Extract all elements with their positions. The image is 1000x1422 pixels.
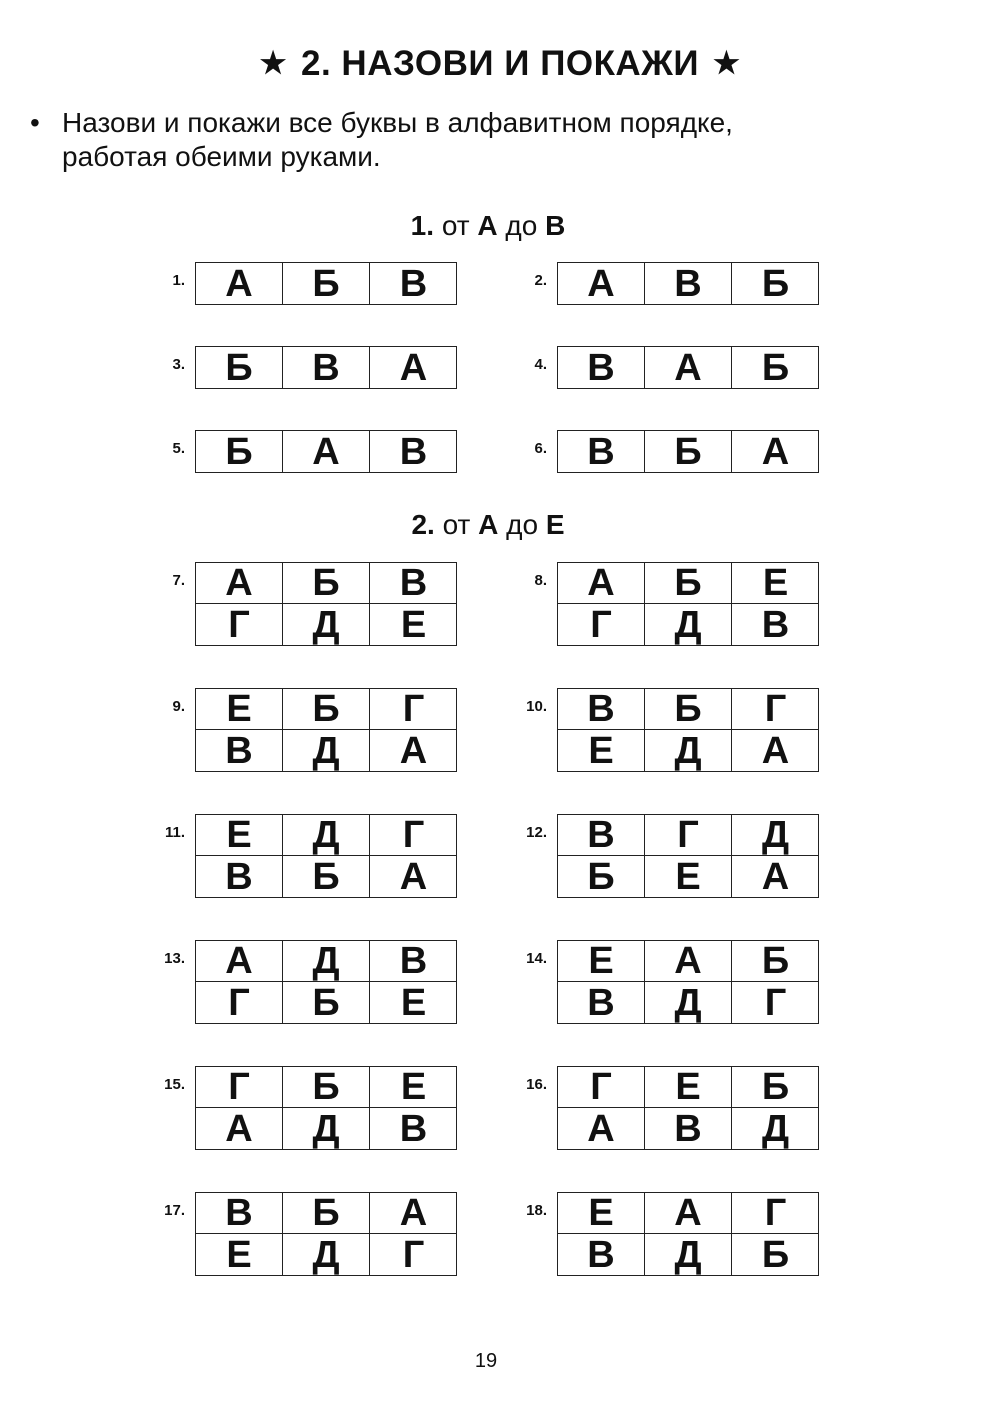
exercise-item: [534, 430, 819, 473]
letter-cell: Е: [558, 730, 645, 771]
letter-cell: Г: [402, 1233, 425, 1276]
section-title-1: [0, 210, 976, 242]
letter-grid: [195, 814, 457, 898]
letter-cell: В: [399, 1107, 428, 1150]
letter-cell: В: [196, 856, 283, 897]
letter-cell: Д: [283, 730, 370, 771]
letter-grid: [195, 346, 457, 389]
section-letter-to: Е: [545, 509, 565, 540]
letter-cell: Б: [283, 1193, 370, 1234]
letter-cell: Б: [761, 262, 790, 305]
letter-cell: Г: [732, 1193, 819, 1234]
letter-cell: Д: [283, 604, 370, 645]
letter-cell: А: [399, 855, 428, 898]
exercise-item: [526, 688, 819, 772]
section-word: от: [441, 210, 470, 241]
letter-cell: Б: [645, 431, 732, 472]
exercise-number: 12.: [526, 824, 547, 841]
exercise-number: 4.: [534, 356, 547, 373]
exercise-item: [534, 262, 819, 305]
exercise-item: [164, 940, 457, 1024]
letter-cell: Г: [764, 981, 787, 1024]
letter-cell: Г: [645, 815, 732, 856]
letter-cell: Е: [558, 941, 645, 982]
letter-cell: Г: [558, 604, 645, 645]
exercise-number: 8.: [534, 572, 547, 589]
letter-grid: [557, 562, 819, 646]
letter-cell: А: [399, 729, 428, 772]
instruction-line-2: работая обеими руками.: [62, 141, 381, 172]
letter-cell: Г: [370, 689, 457, 730]
letter-cell: Б: [761, 346, 790, 389]
letter-cell: Б: [558, 856, 645, 897]
letter-grid: [557, 1192, 819, 1276]
section-word: до: [505, 210, 538, 241]
exercise-number: 1.: [172, 272, 185, 289]
letter-cell: В: [558, 347, 645, 388]
exercise-item: [164, 1192, 457, 1276]
letter-cell: В: [196, 1193, 283, 1234]
letter-grid: [195, 562, 457, 646]
exercise-number: 10.: [526, 698, 547, 715]
letter-grid: [557, 262, 819, 305]
letter-cell: Г: [196, 1067, 283, 1108]
letter-cell: Б: [645, 563, 732, 604]
letter-grid: [557, 688, 819, 772]
letter-cell: В: [558, 689, 645, 730]
letter-cell: Б: [732, 941, 819, 982]
letter-grid: [557, 814, 819, 898]
letter-cell: Д: [645, 982, 732, 1023]
letter-cell: В: [283, 347, 370, 388]
exercise-number: 15.: [164, 1076, 185, 1093]
letter-cell: Б: [196, 347, 283, 388]
letter-cell: В: [370, 941, 457, 982]
letter-cell: В: [399, 430, 428, 473]
exercise-item: [526, 1192, 819, 1276]
letter-cell: Д: [645, 1234, 732, 1275]
instruction-line-1: Назови и покажи все буквы в алфавитном порядке,: [62, 107, 733, 138]
exercise-item: [164, 1066, 457, 1150]
exercise-item: [164, 814, 457, 898]
letter-cell: Б: [761, 1233, 790, 1276]
letter-cell: Е: [196, 689, 283, 730]
exercise-item: [172, 346, 457, 389]
letter-grid: [557, 940, 819, 1024]
exercise-item: [526, 814, 819, 898]
exercise-number: 13.: [164, 950, 185, 967]
letter-grid: [557, 1066, 819, 1150]
section-number: 2.: [411, 509, 435, 540]
bullet-icon: •: [30, 107, 40, 138]
page-title-text: 2. НАЗОВИ И ПОКАЖИ: [301, 44, 699, 83]
star-icon: ★: [259, 47, 287, 80]
letter-cell: Б: [283, 856, 370, 897]
letter-cell: Б: [196, 431, 283, 472]
exercise-item: [172, 562, 457, 646]
letter-cell: А: [196, 941, 283, 982]
letter-cell: Г: [196, 982, 283, 1023]
page-title: [0, 44, 1000, 84]
letter-cell: Е: [400, 981, 427, 1024]
letter-cell: Е: [732, 563, 819, 604]
letter-cell: В: [645, 263, 732, 304]
letter-cell: А: [761, 855, 790, 898]
letter-cell: А: [283, 431, 370, 472]
letter-grid: [195, 262, 457, 305]
letter-cell: В: [558, 1234, 645, 1275]
section-letter-from: А: [478, 509, 499, 540]
instruction: [30, 106, 890, 174]
letter-grid: [195, 688, 457, 772]
letter-cell: Е: [370, 1067, 457, 1108]
letter-cell: Д: [732, 815, 819, 856]
letter-cell: Б: [283, 563, 370, 604]
letter-cell: В: [399, 262, 428, 305]
letter-cell: Б: [283, 689, 370, 730]
exercise-number: 5.: [172, 440, 185, 457]
exercise-item: [172, 688, 457, 772]
exercise-number: 16.: [526, 1076, 547, 1093]
exercise-number: 17.: [164, 1202, 185, 1219]
letter-grid: [557, 430, 819, 473]
section-letter-to: В: [545, 210, 566, 241]
letter-cell: В: [558, 982, 645, 1023]
exercise-item: [172, 262, 457, 305]
letter-cell: Б: [645, 689, 732, 730]
letter-grid: [195, 430, 457, 473]
exercise-number: 3.: [172, 356, 185, 373]
exercise-number: 7.: [172, 572, 185, 589]
letter-cell: А: [761, 729, 790, 772]
letter-cell: А: [645, 1193, 732, 1234]
letter-cell: В: [645, 1108, 732, 1149]
letter-cell: А: [761, 430, 790, 473]
letter-cell: Г: [370, 815, 457, 856]
letter-cell: Е: [645, 1067, 732, 1108]
letter-cell: Г: [558, 1067, 645, 1108]
letter-cell: Д: [283, 815, 370, 856]
letter-grid: [195, 1066, 457, 1150]
letter-cell: Е: [558, 1193, 645, 1234]
letter-cell: Е: [400, 603, 427, 646]
letter-cell: В: [761, 603, 790, 646]
letter-cell: В: [558, 815, 645, 856]
letter-cell: А: [558, 563, 645, 604]
letter-cell: Г: [196, 604, 283, 645]
letter-cell: В: [370, 563, 457, 604]
page-number: 19: [474, 1350, 498, 1372]
exercise-item: [526, 940, 819, 1024]
letter-cell: Б: [283, 982, 370, 1023]
letter-grid: [195, 940, 457, 1024]
letter-cell: А: [399, 346, 428, 389]
letter-cell: А: [645, 347, 732, 388]
letter-cell: Е: [196, 1234, 283, 1275]
letter-cell: Г: [732, 689, 819, 730]
section-word: от: [442, 509, 471, 540]
letter-cell: Д: [283, 1234, 370, 1275]
exercise-item: [172, 430, 457, 473]
letter-cell: Д: [645, 730, 732, 771]
letter-cell: А: [370, 1193, 457, 1234]
letter-cell: В: [558, 431, 645, 472]
exercise-number: 2.: [534, 272, 547, 289]
exercise-number: 9.: [172, 698, 185, 715]
exercise-number: 11.: [164, 824, 185, 841]
letter-cell: Е: [196, 815, 283, 856]
letter-cell: Б: [283, 1067, 370, 1108]
exercise-number: 6.: [534, 440, 547, 457]
letter-cell: А: [196, 1108, 283, 1149]
star-icon: ★: [713, 47, 741, 80]
section-number: 1.: [410, 210, 435, 241]
letter-cell: А: [645, 941, 732, 982]
letter-cell: А: [196, 563, 283, 604]
letter-grid: [557, 346, 819, 389]
letter-cell: Б: [732, 1067, 819, 1108]
letter-cell: Б: [283, 263, 370, 304]
exercise-item: [526, 1066, 819, 1150]
letter-cell: Д: [761, 1107, 790, 1150]
section-word: до: [506, 509, 539, 540]
letter-cell: Д: [283, 1108, 370, 1149]
exercise-number: 14.: [526, 950, 547, 967]
exercise-item: [534, 346, 819, 389]
letter-cell: А: [558, 263, 645, 304]
letter-grid: [195, 1192, 457, 1276]
exercise-number: 18.: [526, 1202, 547, 1219]
letter-cell: Е: [645, 856, 732, 897]
letter-cell: А: [558, 1108, 645, 1149]
letter-cell: Д: [645, 604, 732, 645]
letter-cell: В: [196, 730, 283, 771]
section-title-2: [0, 509, 976, 541]
exercise-item: [534, 562, 819, 646]
section-letter-from: А: [477, 210, 498, 241]
letter-cell: А: [196, 263, 283, 304]
letter-cell: Д: [283, 941, 370, 982]
